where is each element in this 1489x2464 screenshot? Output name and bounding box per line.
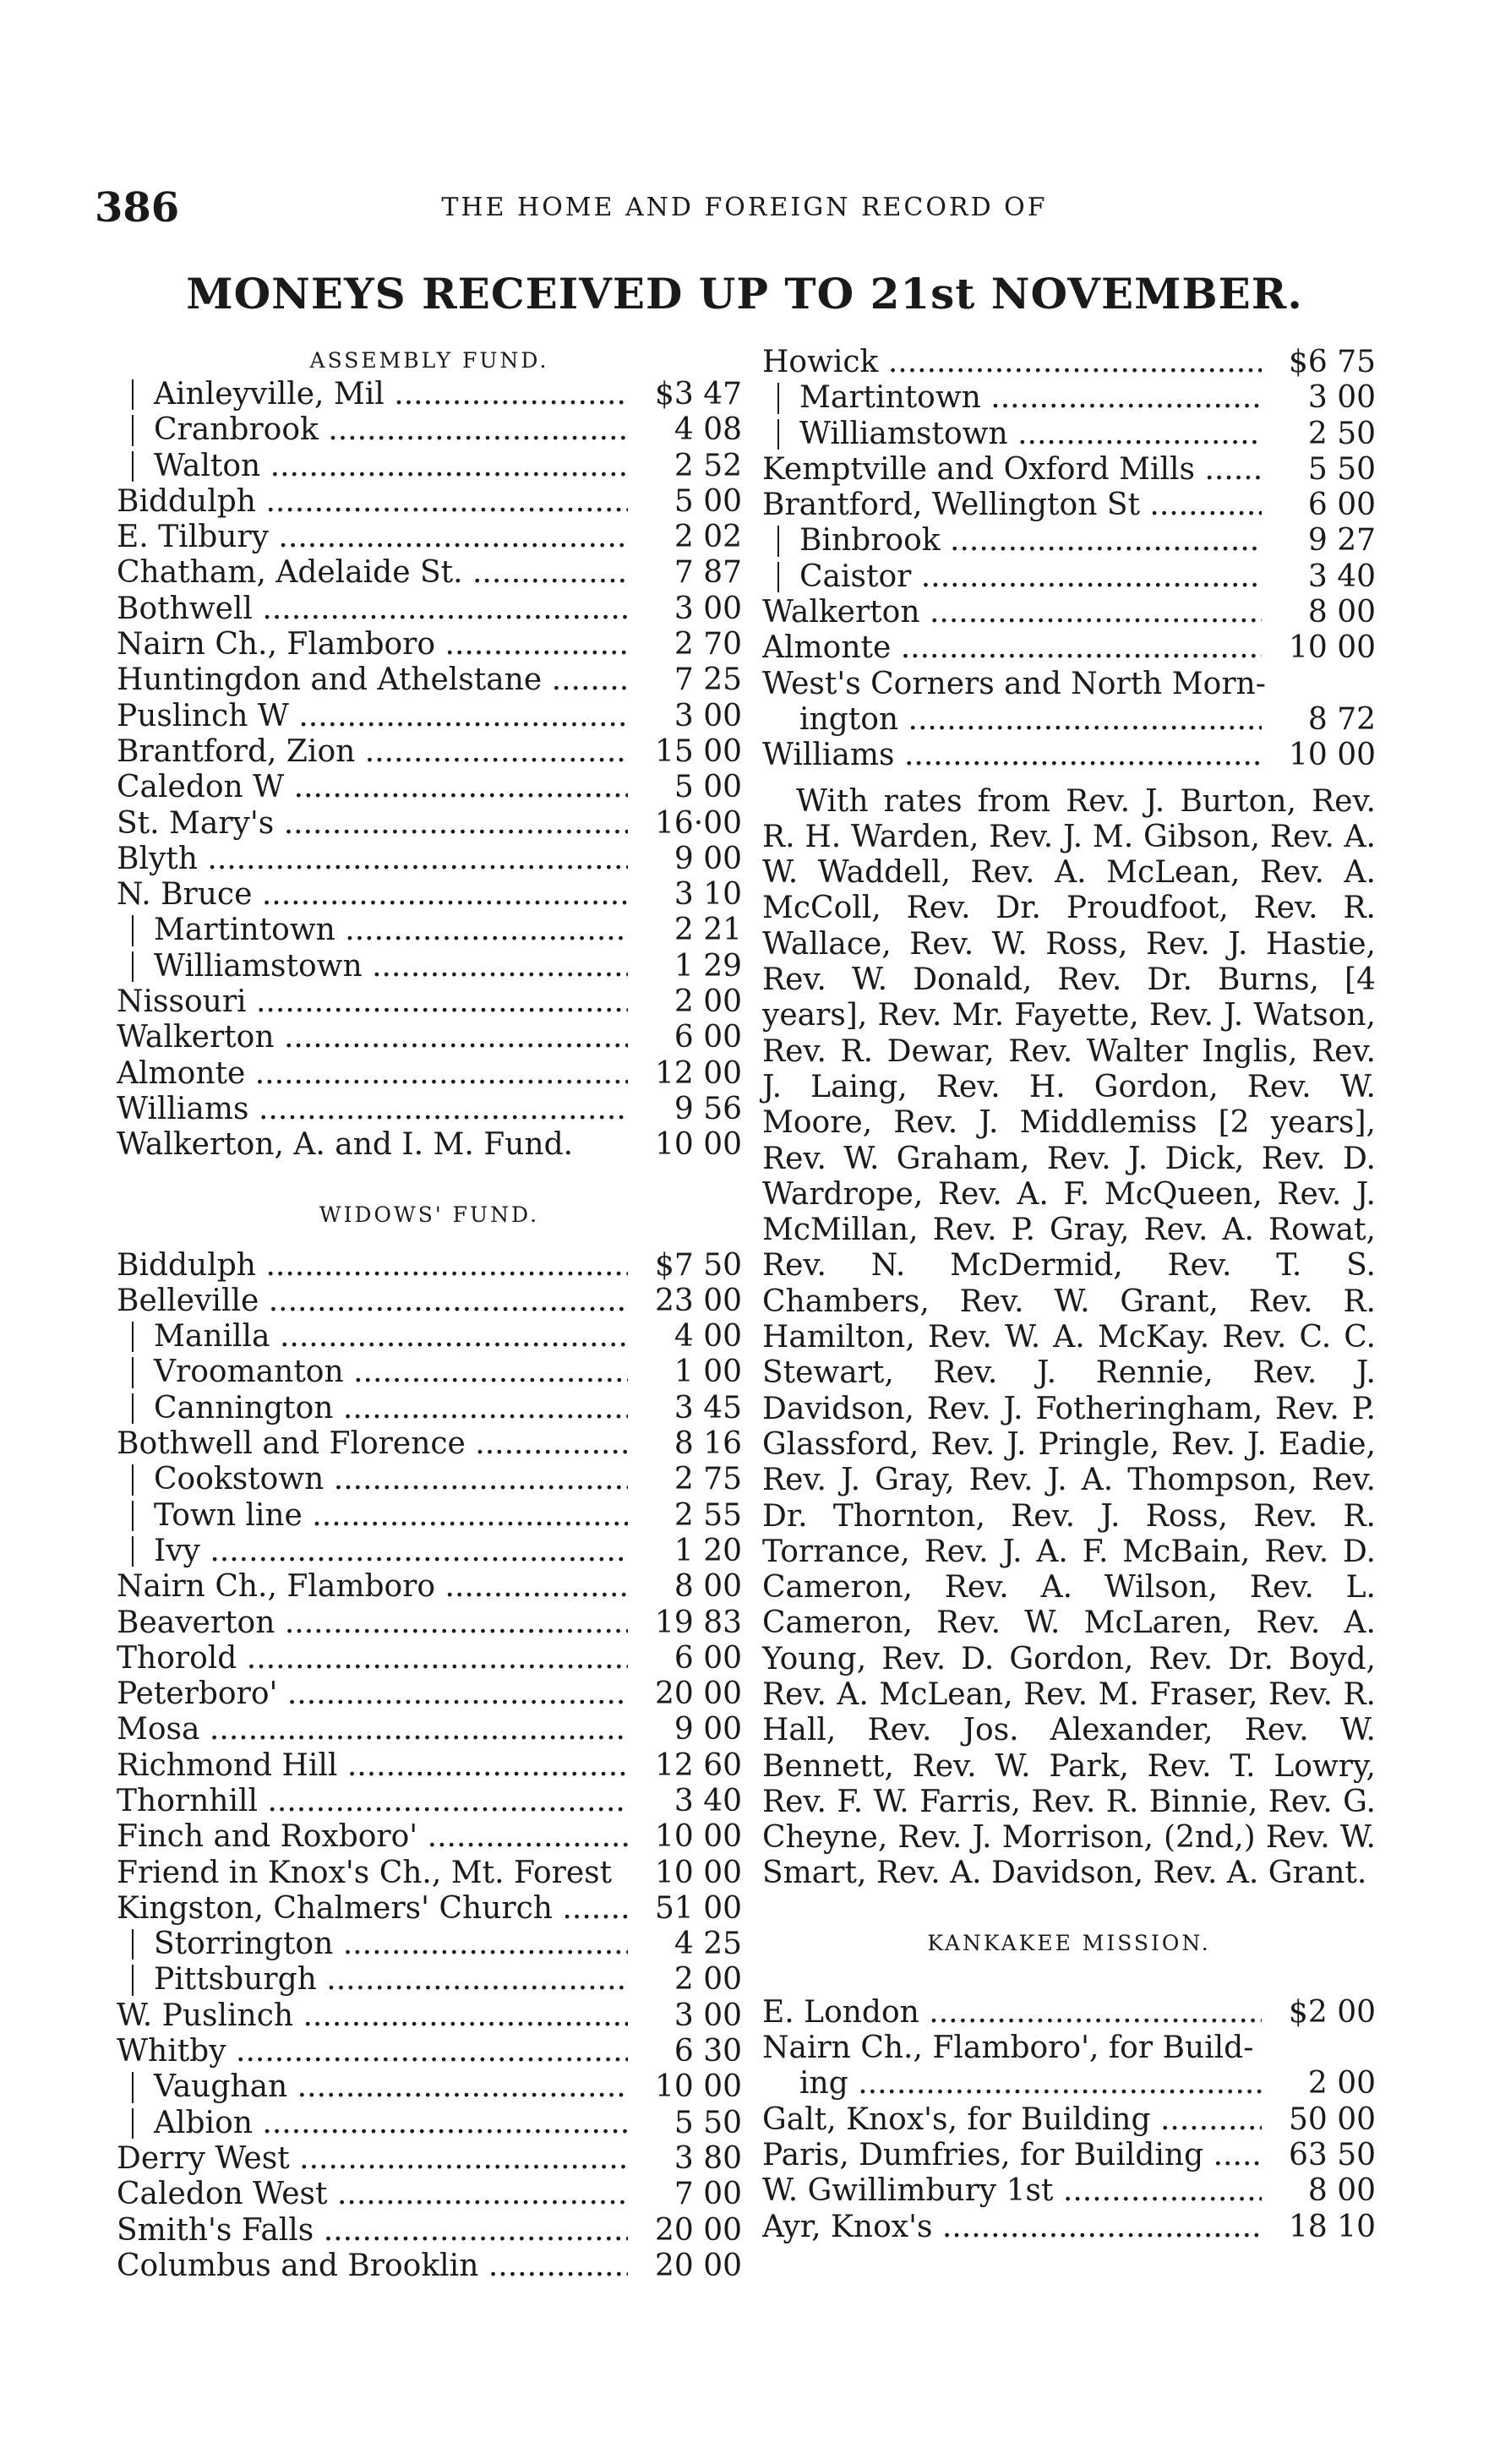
list-item — [762, 1995, 1376, 2031]
entry-amount: 2 00 — [674, 1962, 742, 1998]
entry-amount: 10 00 — [654, 1855, 742, 1890]
entry-name: E. Tilbury ..... — [117, 520, 628, 555]
list-item — [117, 1891, 742, 1927]
list-item — [117, 2106, 742, 2141]
entry-amount: 18 10 — [1288, 2209, 1376, 2244]
list-item — [762, 559, 1376, 595]
entry-amount: 8 00 — [1307, 2173, 1376, 2209]
entry-name: Ainleyville, Mil ..... — [117, 377, 628, 412]
entry-amount: $3 47 — [654, 377, 742, 412]
entry-name: Peterboro' ..... — [117, 1676, 628, 1712]
section-spacer — [762, 1892, 1376, 1927]
rates-note: With rates from Rev. J. Burton, Rev. R. H. Warden, Rev. J. M. Gibson, Rev. A. W. Waddell, Rev. A. McLean, Rev. A. McColl, Rev. Dr. Proudfoot, Rev. R. Wallace, Rev. W. Ross, Rev. J. Hastie, Rev. W. Donald, Rev. Dr. Burns, [4 years], Rev. Mr. Fayette, Rev. J. Watson, Rev. R. Dewar, Rev. Walter Inglis, Rev. J. Laing, Rev. H. Gordon, Rev. W. Moore, Rev. J. Middlemiss [2 years], Rev. W. Graham, Rev. J. Dick, Rev. D. Wardrope, Rev. A. F. McQueen, Rev. J. McMillan, Rev. P. Gray, Rev. A. Rowat, Rev. N. McDermid, Rev. T. S. Chambers, Rev. W. Grant, Rev. R. Hamilton, Rev. W. A. McKay. Rev. C. C. Stewart, Rev. J. Rennie, Rev. J. Davidson, Rev. J. Fotheringham, Rev. P. Glassford, Rev. J. Pringle, Rev. J. Eadie, Rev. J. Gray, Rev. J. A. Thompson, Rev. Dr. Thornton, Rev. J. Ross, Rev. R. Torrance, Rev. J. A. F. McBain, Rev. D. Cameron, Rev. A. Wilson, Rev. L. Cameron, Rev. W. McLaren, Rev. A. Young, Rev. D. Gordon, Rev. Dr. Boyd, Rev. A. McLean, Rev. M. Fraser, Rev. R. Hall, Rev. Jos. Alexander, Rev. W. Bennett, Rev. W. Park, Rev. T. Lowry, Rev. F. W. Farris, Rev. R. Binnie, Rev. G. Cheyne, Rev. J. Morrison, (2nd,) Rev. W. Smart, Rev. A. Davidson, Rev. A. Grant. — [762, 783, 1376, 1891]
entry-name: Columbus and Brooklin ..... — [117, 2249, 628, 2284]
entry-amount: 15 00 — [654, 733, 742, 769]
entry-amount: 3 00 — [674, 1998, 742, 2033]
list-item — [117, 1092, 742, 1127]
entry-amount: 16·00 — [654, 805, 742, 841]
entry-name: Caistor ..... — [762, 559, 1262, 595]
entry-amount: 2 02 — [674, 520, 742, 555]
entry-name: Almonte ..... — [762, 630, 1262, 666]
entry-amount: 20 00 — [654, 2248, 742, 2283]
list-item — [117, 377, 742, 412]
entry-name: Pittsburgh ..... — [117, 1962, 628, 1998]
entry-name: Storrington ..... — [117, 1927, 628, 1962]
list-item — [117, 1605, 742, 1641]
entry-amount: 10 00 — [654, 1819, 742, 1855]
entry-amount: 6 00 — [1307, 488, 1376, 523]
entry-amount: 19 83 — [654, 1605, 742, 1640]
entry-amount: 7 00 — [674, 2177, 742, 2212]
entry-name: Williamstown ..... — [117, 949, 628, 984]
list-item — [117, 2213, 742, 2249]
list-item — [117, 1462, 742, 1497]
entry-amount: $2 00 — [1288, 1994, 1376, 2030]
entry-name: Mosa ..... — [117, 1712, 628, 1747]
entry-name: Williams ..... — [117, 1092, 628, 1127]
kankakee-list — [762, 1995, 1376, 2031]
entry-amount: 1 20 — [674, 1533, 742, 1568]
list-item — [762, 417, 1376, 452]
entry-name: Cannington ..... — [117, 1391, 628, 1426]
entry-name: Biddulph ..... — [117, 1248, 628, 1284]
list-item — [117, 1819, 742, 1855]
assembly-fund-heading: ASSEMBLY FUND. — [309, 348, 549, 373]
entry-name: Town line ..... — [117, 1498, 628, 1534]
entry-amount: 1 00 — [674, 1355, 742, 1390]
list-item — [117, 484, 742, 520]
entry-amount: 2 00 — [1307, 2066, 1376, 2101]
entry-amount: 10 00 — [1288, 630, 1376, 666]
entry-name: Caledon W ..... — [117, 770, 628, 805]
entry-amount: 10 00 — [654, 2069, 742, 2105]
widows-fund-heading: WIDOWS' FUND. — [319, 1202, 540, 1227]
entry-name: Puslinch W ..... — [117, 699, 628, 734]
entry-amount: 3 00 — [674, 591, 742, 626]
entry-amount: 7 25 — [674, 662, 742, 698]
entry-amount: 8 72 — [1307, 701, 1376, 737]
entry-amount: 3 40 — [674, 1783, 742, 1818]
entry-name: Blyth ..... — [117, 842, 628, 877]
list-item — [117, 949, 742, 984]
entry-amount: 3 00 — [674, 698, 742, 733]
entry-amount: 23 00 — [654, 1283, 742, 1318]
entry-amount: 8 00 — [1307, 595, 1376, 630]
entry-name: Cookstown ..... — [117, 1462, 628, 1497]
entry-amount: 4 08 — [674, 412, 742, 448]
entry-name: Bothwell and Florence ..... — [117, 1426, 628, 1462]
entry-name: Vaughan ..... — [117, 2069, 628, 2105]
entry-name: Binbrook ..... — [762, 523, 1262, 559]
entry-amount: 10 00 — [654, 1127, 742, 1163]
entry-name: Brantford, Zion ..... — [117, 734, 628, 770]
entry-name: Walkerton, A. and I. M. Fund. — [117, 1127, 574, 1163]
entry-name: West's Corners and North Morn- — [762, 666, 1266, 701]
entry-amount: 9 00 — [674, 1712, 742, 1747]
entry-name: Brantford, Wellington St ..... — [762, 488, 1262, 523]
entry-amount: 2 00 — [674, 984, 742, 1020]
entry-amount: 6 00 — [674, 1020, 742, 1055]
widows-fund-list — [117, 1248, 742, 2285]
entry-name: St. Mary's ..... — [117, 806, 628, 842]
entry-name: Smith's Falls ..... — [117, 2213, 628, 2249]
entry-amount: 9 00 — [674, 841, 742, 876]
entry-amount: 12 60 — [654, 1747, 742, 1783]
entry-name: Ayr, Knox's ..... — [762, 2210, 1262, 2245]
entry-amount: 20 00 — [654, 1676, 742, 1712]
list-item — [117, 1962, 742, 1998]
entry-name: E. London ..... — [762, 1995, 1262, 2031]
section-spacer — [117, 1231, 742, 1248]
entry-name: Whitby ..... — [117, 2034, 628, 2069]
list-item — [117, 449, 742, 484]
list-item — [117, 2034, 742, 2069]
list-item — [117, 1284, 742, 1319]
list-item — [117, 1927, 742, 1962]
list-item — [117, 591, 742, 627]
list-item — [117, 520, 742, 555]
entry-amount: 2 70 — [674, 627, 742, 662]
entry-amount: 9 27 — [1307, 523, 1376, 559]
list-item — [117, 1712, 742, 1747]
list-item — [117, 412, 742, 448]
entry-name: ington ..... — [762, 702, 1262, 738]
list-item — [117, 1856, 742, 1891]
entry-name: Caledon West ..... — [117, 2177, 628, 2212]
list-item — [762, 523, 1376, 559]
entry-name: Beaverton ..... — [117, 1605, 628, 1641]
entry-name: Finch and Roxboro' ..... — [117, 1819, 628, 1855]
list-item — [762, 630, 1376, 666]
entry-amount: 8 00 — [674, 1569, 742, 1605]
list-item — [762, 2138, 1376, 2173]
list-item — [762, 452, 1376, 488]
entry-amount: 5 00 — [674, 770, 742, 805]
list-item — [117, 734, 742, 770]
entry-amount: 3 00 — [1307, 380, 1376, 416]
entry-amount: 6 30 — [674, 2034, 742, 2069]
entry-name: Ivy ..... — [117, 1534, 628, 1569]
left-column — [117, 345, 742, 2284]
list-item — [117, 1056, 742, 1092]
entry-name: Nairn Ch., Flamboro ..... — [117, 627, 628, 662]
list-item — [117, 1426, 742, 1462]
list-item — [117, 699, 742, 734]
entry-amount: 5 50 — [674, 2105, 742, 2140]
entry-amount: 12 00 — [654, 1055, 742, 1091]
entry-name: Nissouri ..... — [117, 984, 628, 1020]
list-item — [117, 1998, 742, 2034]
entry-amount: 5 00 — [674, 483, 742, 519]
entry-amount: 2 50 — [1307, 416, 1376, 451]
entry-amount: 3 45 — [674, 1390, 742, 1426]
list-item — [762, 2066, 1376, 2101]
kankakee-list — [762, 2102, 1376, 2245]
entry-amount: 2 21 — [674, 913, 742, 948]
entry-name: Martintown ..... — [762, 380, 1262, 416]
list-item — [117, 1355, 742, 1390]
list-item — [117, 1127, 742, 1163]
entry-amount: 6 00 — [674, 1640, 742, 1676]
list-item — [762, 2210, 1376, 2245]
entry-name: Walton ..... — [117, 449, 628, 484]
entry-name: Walkerton ..... — [762, 595, 1262, 630]
list-item — [762, 345, 1376, 380]
list-item — [117, 1748, 742, 1784]
list-item — [117, 2069, 742, 2105]
entry-amount: $7 50 — [654, 1247, 742, 1283]
entry-name: Vroomanton ..... — [117, 1355, 628, 1390]
entry-amount: 4 00 — [674, 1319, 742, 1355]
right-column — [762, 345, 1376, 2245]
entry-name: Thornhill ..... — [117, 1784, 628, 1819]
list-item — [117, 1319, 742, 1355]
list-item — [117, 1676, 742, 1712]
list-item — [117, 1498, 742, 1534]
list-item — [117, 2177, 742, 2212]
list-item — [117, 806, 742, 842]
list-item — [117, 662, 742, 698]
list-item — [117, 984, 742, 1020]
entry-amount: 5 50 — [1307, 451, 1376, 487]
assembly-continued-list — [762, 345, 1376, 667]
list-item — [762, 667, 1376, 702]
entry-name: Kingston, Chalmers' Church ..... — [117, 1891, 628, 1927]
list-item — [762, 702, 1376, 738]
entry-amount: 8 16 — [674, 1426, 742, 1462]
entry-amount: 50 00 — [1288, 2101, 1376, 2137]
entry-amount: 7 87 — [674, 555, 742, 591]
entry-amount: 2 75 — [674, 1462, 742, 1497]
list-item — [117, 877, 742, 913]
running-title: THE HOME AND FOREIGN RECORD OF — [441, 193, 1048, 222]
entry-name: ing ..... — [762, 2066, 1262, 2101]
list-item — [762, 2102, 1376, 2138]
list-item — [117, 555, 742, 591]
entry-name: Cranbrook ..... — [117, 412, 628, 448]
list-item — [117, 1020, 742, 1055]
list-item — [762, 380, 1376, 416]
entry-name: Howick ..... — [762, 345, 1262, 380]
list-item — [762, 2173, 1376, 2209]
entry-name: Manilla ..... — [117, 1319, 628, 1355]
entry-amount: 4 25 — [674, 1927, 742, 1962]
entry-name: Thorold ..... — [117, 1641, 628, 1676]
entry-name: Paris, Dumfries, for Building ..... — [762, 2138, 1262, 2173]
entry-name: Martintown ..... — [117, 913, 628, 948]
entry-name: Williams ..... — [762, 738, 1262, 773]
entry-name: Huntingdon and Athelstane ..... — [117, 662, 628, 698]
entry-amount: 20 00 — [654, 2212, 742, 2248]
list-item — [117, 1641, 742, 1676]
entry-amount: 2 55 — [674, 1497, 742, 1533]
entry-name: Albion ..... — [117, 2106, 628, 2141]
entry-amount: 3 10 — [674, 877, 742, 913]
entry-name: Williamstown ..... — [762, 417, 1262, 452]
list-item — [762, 738, 1376, 773]
entry-amount: 2 52 — [674, 448, 742, 483]
entry-name: Kemptville and Oxford Mills ..... — [762, 452, 1262, 488]
list-item — [117, 627, 742, 662]
entry-name: Bothwell ..... — [117, 591, 628, 627]
entry-name: Nairn Ch., Flamboro', for Build- — [762, 2031, 1254, 2066]
entry-name: Derry West ..... — [117, 2141, 628, 2177]
list-item — [117, 1534, 742, 1569]
list-item — [117, 1569, 742, 1605]
list-item — [117, 913, 742, 948]
section-spacer — [762, 1960, 1376, 1995]
entry-name: Biddulph ..... — [117, 484, 628, 520]
list-item — [117, 2141, 742, 2177]
entry-amount: 3 40 — [1307, 559, 1376, 594]
entry-name: Belleville ..... — [117, 1284, 628, 1319]
entry-amount: 9 56 — [674, 1091, 742, 1126]
list-item — [762, 2031, 1376, 2066]
list-item — [117, 2249, 742, 2284]
page-number: 386 — [95, 184, 180, 232]
list-item — [117, 770, 742, 805]
list-item — [117, 842, 742, 877]
list-item — [762, 595, 1376, 630]
entry-amount: $6 75 — [1288, 345, 1376, 379]
entry-name: W. Puslinch ..... — [117, 1998, 628, 2034]
entry-amount: 3 80 — [674, 2140, 742, 2176]
entry-name: Walkerton ..... — [117, 1020, 628, 1055]
entry-name: W. Gwillimbury 1st ..... — [762, 2173, 1262, 2209]
entry-name: Nairn Ch., Flamboro ..... — [117, 1569, 628, 1605]
entry-name: N. Bruce ..... — [117, 877, 628, 913]
entry-amount: 1 29 — [674, 948, 742, 984]
list-item — [117, 1248, 742, 1284]
entry-amount: 51 00 — [654, 1890, 742, 1926]
entry-name: Almonte ..... — [117, 1056, 628, 1092]
assembly-fund-list — [117, 377, 742, 1164]
entry-name: Friend in Knox's Ch., Mt. Forest — [117, 1855, 613, 1890]
list-item — [117, 1391, 742, 1426]
entry-name: Richmond Hill ..... — [117, 1748, 628, 1784]
list-item — [762, 488, 1376, 523]
page-title: MONEYS RECEIVED UP TO 21st NOVEMBER. — [186, 269, 1303, 319]
entry-name: Chatham, Adelaide St. ..... — [117, 555, 628, 591]
list-item — [117, 1784, 742, 1819]
section-spacer — [117, 1164, 742, 1199]
entry-amount: 10 00 — [1288, 738, 1376, 773]
entry-amount: 63 50 — [1288, 2137, 1376, 2172]
entry-name: Galt, Knox's, for Building ..... — [762, 2102, 1262, 2138]
kankakee-mission-heading: KANKAKEE MISSION. — [927, 1930, 1211, 1955]
